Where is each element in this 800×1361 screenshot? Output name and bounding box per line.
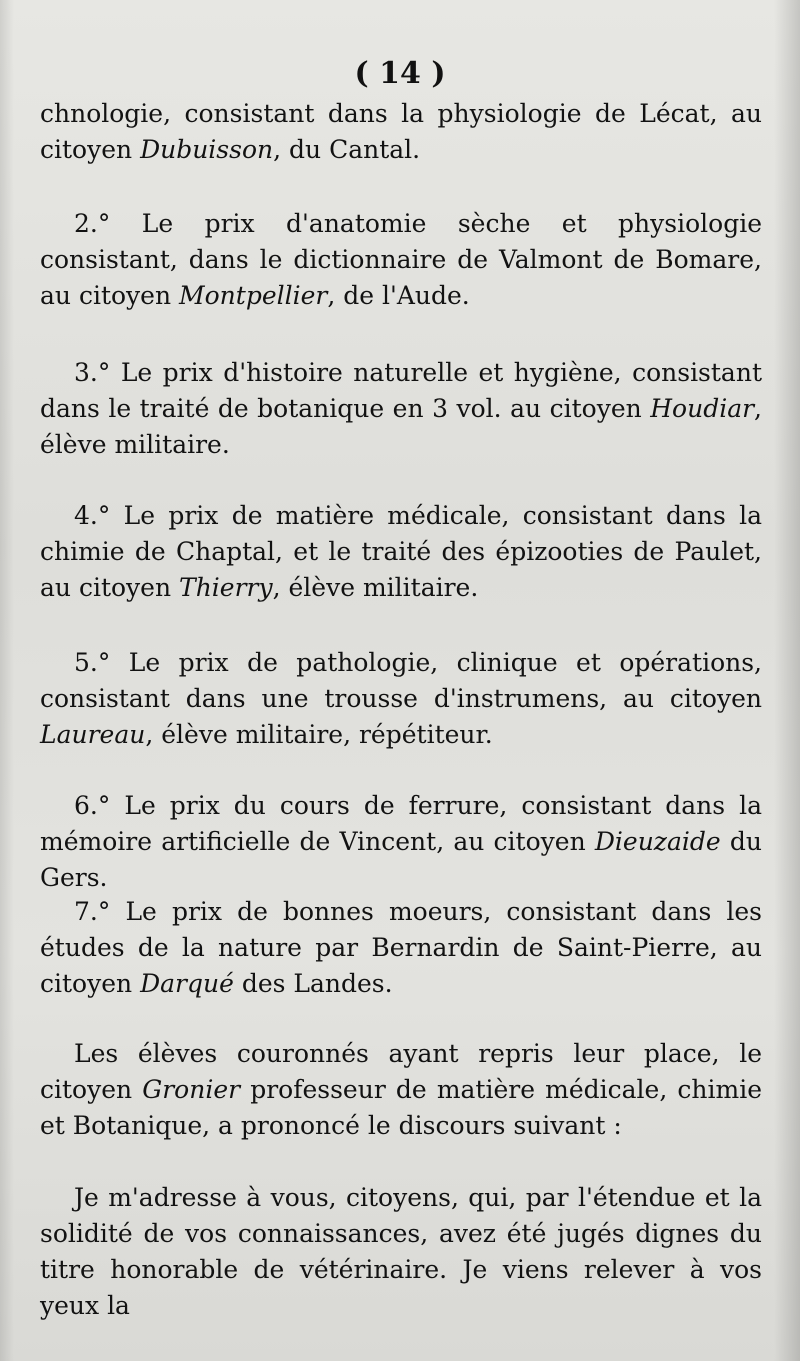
awardee-name: Houdiar (650, 394, 755, 423)
prize-entry-6: 6.° Le prix du cours de ferrure, consistant dans la mémoire artificielle de Vincent, au citoyen Dieuzaide du Gers. (40, 791, 762, 892)
prize-entry-5: 5.° Le prix de pathologie, clinique et opérations, consistant dans une trousse d'instrumens, au citoyen Laureau, élève militaire, répétiteur. (40, 648, 762, 749)
prize-entry-2: 2.° Le prix d'anatomie sèche et physiologie consistant, dans le dictionnaire de Valmont de Bomare, au citoyen Montpellier, de l'Aude. (40, 209, 762, 310)
awardee-name: Darqué (140, 969, 234, 998)
awardee-name: Dieuzaide (594, 827, 721, 856)
awardee-name: Dubuisson (140, 135, 274, 164)
paragraph-continuation: chnologie, consistant dans la physiologie de Lécat, au citoyen Dubuisson, du Cantal. (40, 99, 762, 164)
narrative-paragraph: Les élèves couronnés ayant repris leur place, le citoyen Gronier professeur de matière médicale, chimie et Botanique, a prononcé le discours suivant : (40, 1039, 762, 1140)
page-number: ( 14 ) (354, 56, 446, 91)
discourse-paragraph: Je m'adresse à vous, citoyens, qui, par l'étendue et la solidité de vos connaissances, avez été jugés dignes du titre honorable de vétérinaire. Je viens relever à vos yeux la (40, 1183, 762, 1320)
awardee-name: Thierry (179, 573, 273, 602)
prize-entry-4: 4.° Le prix de matière médicale, consistant dans la chimie de Chaptal, et le traité des épizooties de Paulet, au citoyen Thierry, élève militaire. (40, 501, 762, 602)
awardee-name: Laureau (40, 720, 146, 749)
speaker-name: Gronier (142, 1075, 241, 1104)
awardee-name: Montpellier (179, 281, 328, 310)
prize-entry-3: 3.° Le prix d'histoire naturelle et hygiène, consistant dans le traité de botanique en 3 vol. au citoyen Houdiar, élève militaire. (40, 358, 762, 459)
page-left-shadow (0, 0, 14, 1361)
prize-entry-7: 7.° Le prix de bonnes moeurs, consistant dans les études de la nature par Bernardin de Saint-Pierre, au citoyen Darqué des Landes. (40, 897, 762, 998)
page-right-shadow (774, 0, 800, 1361)
